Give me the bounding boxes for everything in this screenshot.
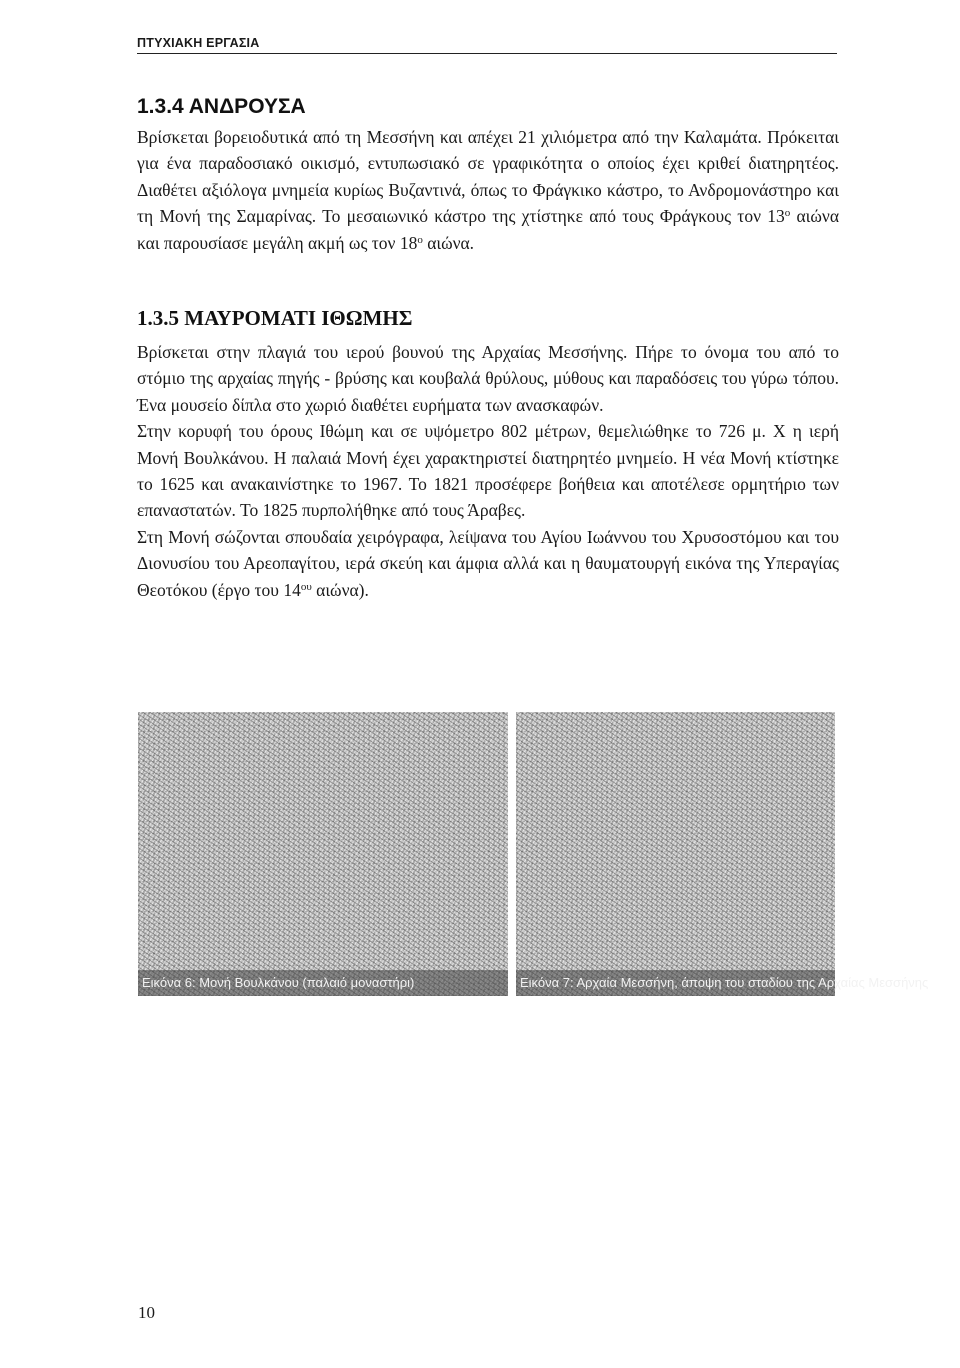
section-title: 1.3.4 ΑΝΔΡΟΥΣΑ — [137, 95, 306, 118]
section-paragraph — [137, 524, 839, 603]
section-paragraph: Στην κορυφή του όρους Ιθώμη και σε υψόμετρο 802 μέτρων, θεμελιώθηκε το 726 μ. Χ η ιερή Μονή Βουλκάνου. Η παλαιά Μονή έχει χαρακτηριστεί διατηρητέο μνημείο. Η νέα Μονή κτίστηκε το 1625 και ανακαινίστηκε το 1967. Το 1821 προσέφερε βοήθεια και αποτέλεσε ορμητήριο των επαναστατών. Το 1825 πυρπολήθηκε από τους Άραβες. — [137, 421, 839, 521]
section-mavromati — [137, 306, 839, 603]
paragraph-text: Βρίσκεται βορειοδυτικά από τη Μεσσήνη και απέχει 21 χιλιόμετρα από την Καλαμάτα. Πρόκειται για ένα παραδοσιακό οικισμό, εντυπωσιακό σε γραφικότητα ο οποίος έχει κριθεί διατηρητέος. Διαθέτει αξιόλογα μνημεία κυρίως Βυζαντινά, όπως το Φράγκικο κάστρο, το Ανδρομονάστηρο και τη Μονή της Σαμαρίνας. Το μεσαιωνικό κάστρο της χτίστηκε από τους Φράγκους τον 13 — [137, 127, 839, 227]
section-title: 1.3.5 ΜΑΥΡΟΜΑΤΙ ΙΘΩΜΗΣ — [137, 306, 413, 330]
paragraph-text: αιώνα. — [422, 232, 475, 253]
section-paragraph: Βρίσκεται στην πλαγιά του ιερού βουνού της Αρχαίας Μεσσήνης. Πήρε το όνομα του από το στόμιο της αρχαίας πηγής - βρύσης και κουβαλά θρύλους, μύθους και παραδόσεις του γύρω τόπου. Ένα μουσείο δίπλα στο χωριό διαθέτει ευρήματα των ανασκαφών. — [137, 342, 839, 415]
page-header — [137, 36, 837, 54]
paragraph-text: αιώνα και παρουσίασε μεγάλη ακμή ως τον 18 — [137, 206, 839, 253]
monastery-photo — [138, 712, 508, 996]
header-text: ΠΤΥΧΙΑΚΗ ΕΡΓΑΣΙΑ — [137, 36, 260, 50]
ancient-messene-photo — [516, 712, 929, 996]
photo-strip — [138, 712, 929, 996]
paragraph-text: Στη Μονή σώζονται σπουδαία χειρόγραφα, λείψανα του Αγίου Ιωάννου του Χρυσοστόμου και του Διονυσίου του Αρεοπαγίτου, ιερά σκεύη και άμφια αλλά και η θαυματουργή εικόνα της Υπεραγίας Θεοτόκου (έργο του 14 — [137, 526, 839, 600]
photo-caption: Εικόνα 7: Αρχαία Μεσσήνη, άποψη του σταδίου της Αρχαίας Μεσσήνης — [516, 970, 835, 996]
section-androusa — [137, 95, 839, 256]
ordinal-superscript: ου — [300, 580, 312, 593]
ordinal-superscript: ο — [784, 207, 791, 220]
ordinal-superscript: ο — [417, 233, 423, 246]
paragraph-text: αιώνα). — [311, 579, 369, 600]
page-number: 10 — [138, 1303, 155, 1322]
photo-caption: Εικόνα 6: Μονή Βουλκάνου (παλαιό μοναστήρι) — [138, 970, 508, 996]
section-paragraph — [137, 124, 839, 256]
